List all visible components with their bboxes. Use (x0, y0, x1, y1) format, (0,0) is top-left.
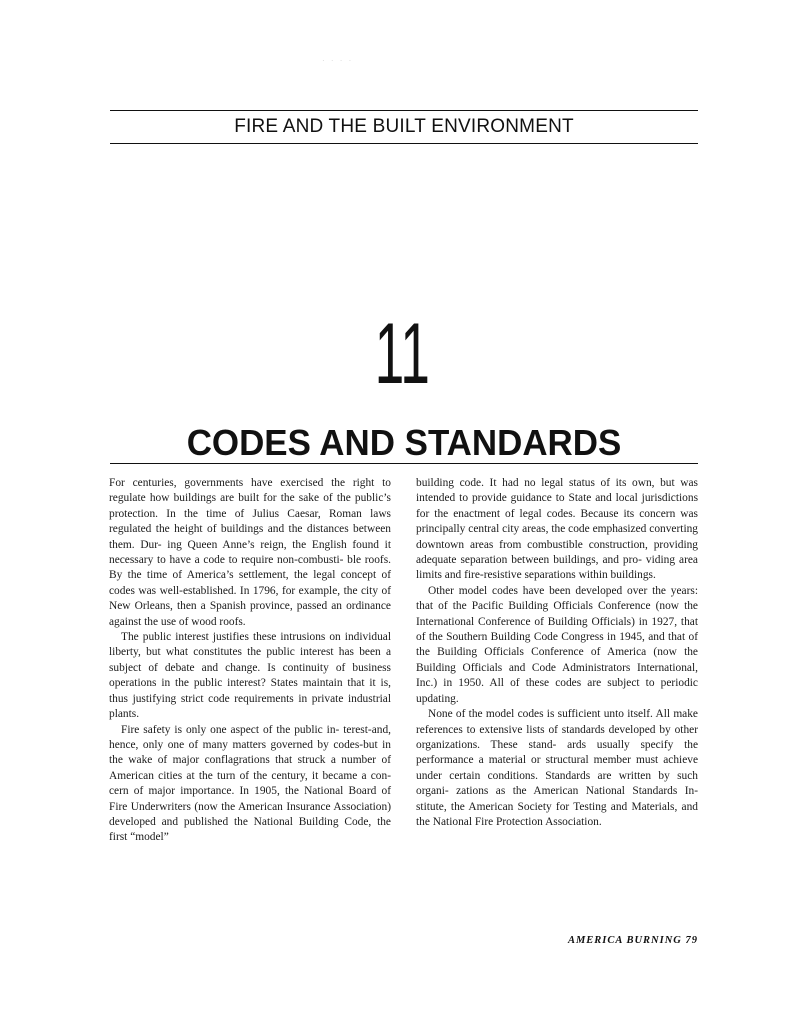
paragraph: building code. It had no legal status of its own, but was intended to provide guidance to State and local jurisdictions for the enactment of legal codes. Because its concern was principally central city areas, the code emphasized converting downtown areas from combustible construction, providing adequate separation between buildings, and pro- viding area limits and fire-resistive separations within buildings. (416, 477, 698, 582)
page-footer: AMERICA BURNING 79 (567, 935, 698, 946)
body-column-left (109, 476, 391, 846)
title-rule (110, 463, 698, 464)
paragraph: Fire safety is only one aspect of the public in- terest-and, hence, only one of many matters governed by codes-but in the wake of major conflagrations that struck a number of American cities at the turn of the century, it became a con- cern of major importance. In 1905, the National Board of Fire Underwriters (now the American Insurance Association) developed and published the National Building Code, the first “model” (109, 723, 391, 844)
paragraph: None of the model codes is sufficient unto itself. All make references to extensive lists of standards developed by other organizations. These stand- ards usually specify the performance a material or structural member must achieve under certain conditions. Standards are written by such organi- zations as the American National Standards In- stitute, the American Society for Testing and Materials, and the National Fire Protection Association. (416, 708, 698, 828)
chapter-title: CODES AND STANDARDS (186, 422, 622, 463)
body-column-right (416, 476, 698, 830)
paragraph: For centuries, governments have exercised the right to regulate how buildings are built for the sake of the public’s protection. In the time of Julius Caesar, Roman laws regulated the height of buildings and the distances between them. Dur- ing Queen Anne’s reign, the English found it necessary to have a code to require non-combusti- ble roofs. By the time of America’s settlement, the legal concept of codes was well-established. In 1796, for example, the city of New Orleans, then a Spanish province, passed an ordinance against the use of wood roofs. (109, 477, 391, 628)
chapter-number: 11 (374, 306, 430, 402)
paragraph: Other model codes have been developed over the years: that of the Pacific Building Officials Conference (now the International Conference of Building Officials) in 1927, that of the Southern Building Code Congress in 1945, and that of the Building Officials Conference of America (now the Building Officials and Code Administrators International, Inc.) in 1950. All of these codes are subject to periodic updating. (416, 584, 698, 705)
paragraph: The public interest justifies these intrusions on individual liberty, but what constitutes the public interest has been a subject of debate and change. Is continuity of business operations in the public interest? States maintain that it is, thus justifying strict code requirements in private industrial plants. (109, 631, 391, 721)
faint-scan-mark: · · · · (322, 56, 354, 65)
header-rule-top (110, 110, 698, 111)
running-head: FIRE AND THE BUILT ENVIRONMENT (234, 116, 574, 137)
header-rule-bottom (110, 143, 698, 144)
